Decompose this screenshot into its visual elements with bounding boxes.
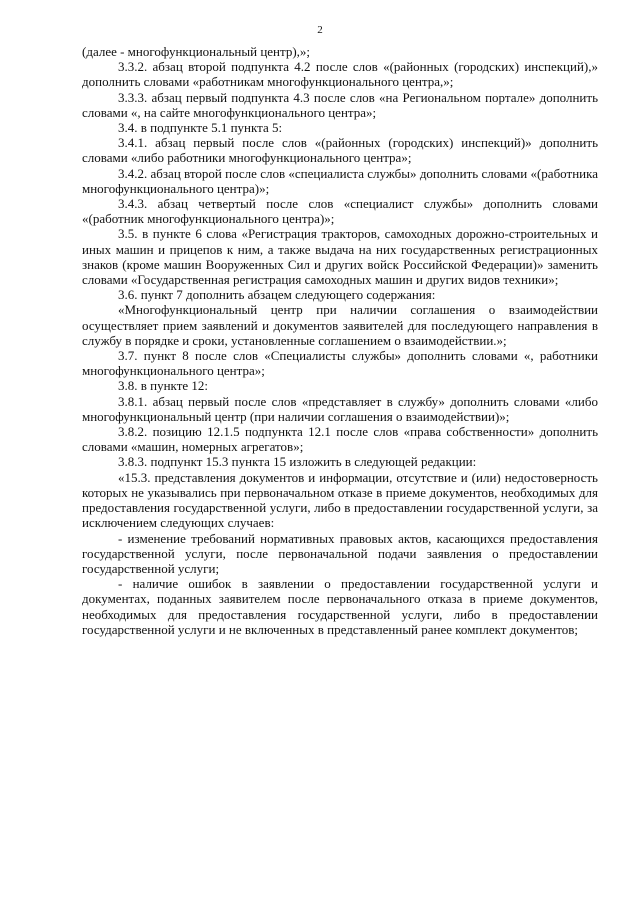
paragraph: 3.5. в пункте 6 слова «Регистрация тракторов, самоходных дорожно-строительных и иных машин и прицепов к ним, а также выдача на них государственных регистрационных знаков (кроме машин Вооруженных Сил и других войск Российской Федерации)» заменить словами «Государственная регистрация самоходных машин и других видов техники»;: [82, 226, 598, 288]
page-number: 2: [317, 24, 323, 36]
paragraph: (далее - многофункциональный центр),»;: [82, 44, 311, 59]
paragraph: 3.4.2. абзац второй после слов «специалиста службы» дополнить словами «(работника многофункционального центра)»;: [82, 165, 598, 196]
paragraph: - изменение требований нормативных правовых актов, касающихся предоставления государственной услуги, после первоначальной подачи заявления о предоставлении государственной услуги;: [82, 530, 598, 576]
paragraph: «15.3. представления документов и информации, отсутствие и (или) недостоверность которых не указывались при первоначальном отказе в приеме документов, необходимых для предоставления государственной услуги, либо в предоставлении государственной услуги, за исключением следующих случаев:: [82, 469, 598, 531]
paragraph: 3.8.2. позицию 12.1.5 подпункта 12.1 после слов «права собственности» дополнить словами «машин, номерных агрегатов»;: [82, 424, 598, 455]
paragraph: 3.3.3. абзац первый подпункта 4.3 после слов «на Региональном портале» дополнить словами «, на сайте многофункционального центра»;: [82, 89, 598, 120]
paragraph: 3.4. в подпункте 5.1 пункта 5:: [118, 120, 283, 136]
paragraph: 3.8.3. подпункт 15.3 пункта 15 изложить в следующей редакции:: [118, 454, 477, 470]
paragraph: 3.4.3. абзац четвертый после слов «специалист службы» дополнить словами «(работник многофункционального центра)»;: [82, 196, 598, 227]
paragraph: 3.3.2. абзац второй подпункта 4.2 после слов «(районных (городских) инспекций),» дополнить словами «работникам многофункционального центра,»;: [82, 59, 598, 90]
paragraph: 3.4.1. абзац первый после слов «(районных (городских) инспекций)» дополнить словами «либо работники многофункционального центра»;: [82, 135, 598, 166]
paragraph: 3.8. в пункте 12:: [118, 378, 209, 394]
paragraph: 3.6. пункт 7 дополнить абзацем следующего содержания:: [118, 287, 436, 303]
document-body: [82, 44, 598, 637]
paragraph: «Многофункциональный центр при наличии соглашения о взаимодействии осуществляет прием заявлений и документов заявителей для последующего направления в службу в порядке и сроки, установленные соглашением о взаимодействии.»;: [82, 302, 598, 348]
paragraph: 3.7. пункт 8 после слов «Специалисты службы» дополнить словами «, работники многофункционального центра»;: [82, 348, 598, 379]
paragraph: - наличие ошибок в заявлении о предоставлении государственной услуги и документах, поданных заявителем после первоначального отказа в приеме документов, необходимых для предоставления государственной услуги, либо в предоставлении государственной услуги и не включенных в представленный ранее комплект документов;: [82, 576, 598, 637]
paragraph: 3.8.1. абзац первый после слов «представляет в службу» дополнить словами «либо многофункциональный центр (при наличии соглашения о взаимодействии)»;: [82, 393, 598, 424]
